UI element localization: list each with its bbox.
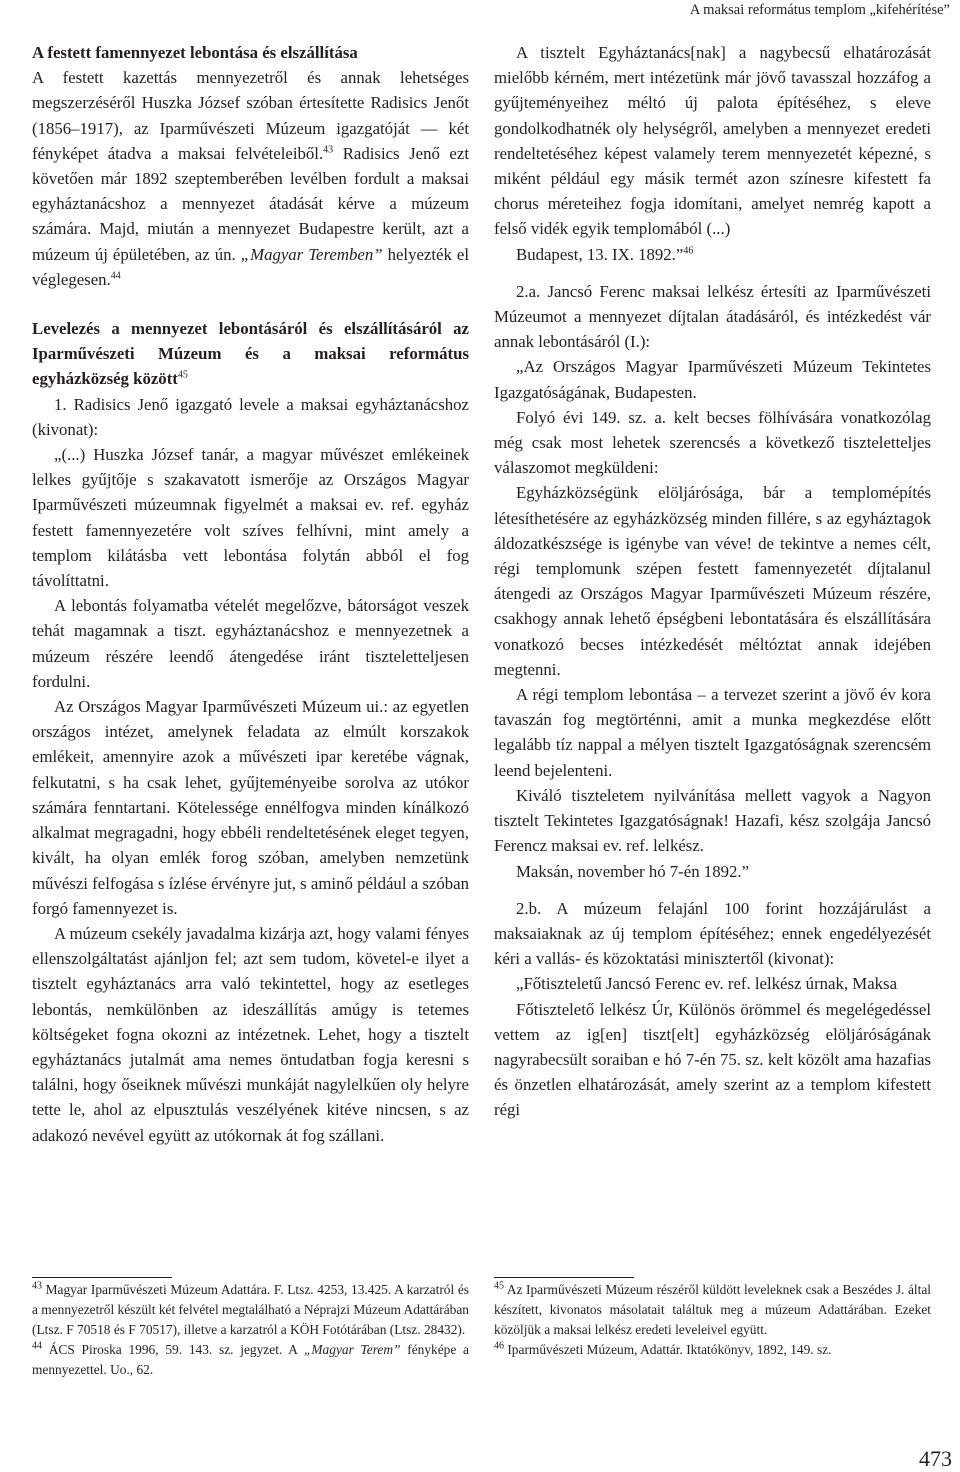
footnote-divider-right (494, 1277, 634, 1278)
letter-2a-para-2: Egyházközségünk elöljárósága, bár a templomépítés létesíthetésére az egyházközség minden fillére, s az egyháztagok áldozatkészsége is igénybe van véve! de tekintve a nemes célt, régi templomunk szépen festett famennyezetét díjtalanul átengedi az Országos Magyar Iparművészeti Múzeum részére, csakhogy annak lehető épségbeni lebontatására és elszállítására vonatkozó becses intézkedését méltóztat annak idejében megtenni. (494, 483, 931, 679)
letter-2a-heading: 2.a. Jancsó Ferenc maksai lelkész értesíti az Iparművészeti Múzeumot a mennyezet díjtalan átadásáról, és intézkedést vár annak lebontásáról (I.): (494, 281, 931, 352)
paragraph-intro (32, 65, 469, 292)
letter-2b-address: „Főtiszteletű Jancsó Ferenc ev. ref. lelkész úrnak, Maksa (516, 974, 898, 994)
section-title-correspondence (32, 316, 469, 392)
footnote-43-number: 43 (32, 1280, 42, 1292)
letter-1-date (494, 242, 931, 267)
letter-1-para-3: Az Országos Magyar Iparművészeti Múzeum ui.: az egyetlen országos intézet, amelynek feladata az elmúlt korszakok emlékeit, amennyire azok a művészeti ipar keretébe vágnak, felkutatni, s ha csak lehet, gyűjteményeibe sorolva az utókor számára fenntartani. Kötelessége ennélfogva minden kínálkozó alkalmat megragadni, hogy ebbéli rendeltetésének eleget tegyen, kivált, ha olyan emlék forog szóban, amelyben nemzetünk művészi felfogása s ízlése érvényre jut, s aminő például a szóban forgó famennyezet is. (32, 697, 469, 918)
paragraph-intro-part1: A festett kazettás mennyezetről és annak lehetséges megszerzéséről Huszka József szóban értesítette Radisics Jenőt (1856–1917), az Iparművészeti Múzeum igazgatóját — két fényképet átadva a maksai felvételeiből. (32, 68, 469, 163)
letter-2a-date: Maksán, november hó 7-én 1892.” (516, 861, 750, 881)
footnote-46-text: Iparművészeti Múzeum, Adattár. Iktatókönyv, 1892, 149. sz. (504, 1342, 832, 1357)
letter-1-para-4: A múzeum csekély javadalma kizárja azt, hogy valami fényes ellenszolgáltatást ajánljon fel; azt sem tudom, követel-e ilyet a tisztelt egyháztanács arra való tekintettel, hogy az esetleges lebontás, nemkülönben az ideszállítás amúgy is tetemes költségeket fogna okozni az intézetnek. Lehet, hogy a tisztelt egyháztanács jutalmát ama nemes öntudatban fogja keresni s találni, hogy őseiknek művészi munkáját nagylelkűen oly helyre tette le, ahol az elpusztulás veszélyének kitéve nincsen, s az adakozó nevével együtt az utókornak át fog szállani. (32, 923, 469, 1145)
footnote-46-number: 46 (494, 1340, 504, 1352)
paragraph-intro-italic: „Magyar Teremben” (240, 244, 383, 264)
right-column (494, 40, 931, 1123)
left-column (32, 40, 469, 1148)
page-number: 473 (919, 1446, 952, 1471)
footnote-45-number: 45 (494, 1280, 504, 1292)
letter-1-para-2: A lebontás folyamatba vételét megelőzve, bátorságot veszek tehát magamnak a tiszt. egyháztanácshoz e mennyezetnek a múzeum részére leendő átengedése iránt tiszteletteljesen fordulni. (32, 596, 469, 691)
paragraph-intro-part2: Radisics Jenő ezt követően már 1892 szeptemberében levélben fordult a maksai egyháztanácshoz a mennyezet átadását kérve a múzeum számára. Majd, miután a mennyezet Budapestre került, azt a múzeum új épületében, az ún. (32, 143, 469, 264)
footnote-44-text-a: ÁCS Piroska 1996, 59. 143. sz. jegyzet. A (42, 1342, 304, 1357)
footnote-44-number: 44 (32, 1340, 42, 1352)
footnote-ref-45[interactable]: 45 (177, 369, 188, 381)
footnote-44-italic: „Magyar Terem” (303, 1342, 401, 1357)
letter-1-para-1: „(...) Huszka József tanár, a magyar művészet emlékeinek lelkes gyűjtője s szakavatott ismerője az Országos Magyar Iparművészeti múzeumnak figyelmét a maksai ev. ref. egyház festett famennyezetére volt szíves felhívni, mint amely a templom kilátásba vett lebontása folytán abból el fog távolíttatni. (32, 445, 469, 591)
letter-2a-para-4: Kiváló tiszteletem nyilvánítása mellett vagyok a Nagyon tisztelt Tekintetes Igazgatóságnak! Hazafi, kész szolgája Jancsó Ferencz maksai ev. ref. lelkész. (494, 785, 931, 856)
letter-2b-heading: 2.b. A múzeum felajánl 100 forint hozzájárulást a maksaiaknak az új templom építéséhez; ennek engedélyezését kéri a vallás- és közoktatási minisztertől (kivonat): (494, 898, 931, 969)
footnote-46 (494, 1340, 931, 1360)
footnote-44-text-b: fényképe a mennyezettel. Uo., 62. (32, 1342, 469, 1377)
letter-1-para-5: A tisztelt Egyháztanács[nak] a nagybecsű elhatározását mielőbb kérném, mert intézetünk már jövő tavasszal hozzáfog a gyűjteményeihez méltó új palota építéséhez, s eleve gondolkodhatnék oly helységről, amelyben a mennyezet eredeti rendeltetéséhez képest valamely terem mennyezetét képezné, s miként például egy másik termét azon színesre kifestett fa chorus méreteihez fogja idomítani, amelyet nemrég kapott a felső vidék egyik templomából (...) (494, 43, 931, 239)
letter-1-heading: 1. Radisics Jenő igazgató levele a maksai egyháztanácshoz (kivonat): (32, 394, 469, 439)
footnotes-right (494, 1280, 931, 1360)
paragraph-intro-part3: helyezték el véglegesen. (32, 244, 470, 289)
section-title-correspondence-text: Levelezés a mennyezet lebontásáról és elszállításáról az Iparművészeti Múzeum és a maksai református egyházközség között (32, 319, 469, 389)
footnotes-left (32, 1280, 469, 1380)
footnote-ref-43[interactable]: 43 (323, 144, 334, 156)
footnote-44 (32, 1340, 469, 1380)
footnote-45 (494, 1280, 931, 1340)
running-head: A maksai református templom „kifehérítése” (689, 2, 950, 18)
footnote-45-text: Az Iparművészeti Múzeum részéről küldött leveleknek csak a Beszédes J. által készített, kivonatos másolatait találtuk meg a múzeum Adattárában. Ezeket közöljük a maksai lelkész eredeti leveleivel együtt. (494, 1282, 931, 1337)
letter-2a-address: „Az Országos Magyar Iparművészeti Múzeum Tekintetes Igazgatóságának, Budapesten. (494, 357, 931, 402)
letter-1-date-text: Budapest, 13. IX. 1892.” (516, 244, 684, 264)
letter-2a-para-3: A régi templom lebontása – a tervezet szerint a jövő év kora tavaszán fog megtörténni, amit a munka megkezdése előtt legalább tíz nappal a mélyen tisztelt Igazgatóságnak szerencsém leend bejelenteni. (494, 685, 931, 780)
footnote-43 (32, 1280, 469, 1340)
footnote-divider-left (32, 1277, 172, 1278)
footnote-43-text: Magyar Iparművészeti Múzeum Adattára. F. Ltsz. 4253, 13.425. A karzatról és a mennyezetről készült két felvétel megtalálható a Néprajzi Múzeum Adattárában (Ltsz. F 70518 és F 70517), illetve a karzatról a KÖH Fotótárában (Ltsz. 28432). (32, 1282, 469, 1337)
letter-2b-para-1: Főtisztelető lelkész Úr, Különös örömmel és megelégedéssel vettem az ig[en] tiszt[elt] egyházközség elöljáróságának nagyrabecsült soraiban e hó 7-én 75. sz. kelt közölt ama hazafias és önzetlen elhatározását, amely szerint az a templom kifestett régi (494, 999, 931, 1120)
section-title-removal: A festett famennyezet lebontása és elszállítása (32, 43, 358, 62)
footnote-ref-44[interactable]: 44 (110, 270, 121, 282)
letter-2a-para-1: Folyó évi 149. sz. a. kelt becses fölhívására vonatkozólag még csak most lehetek szerencsés a következő tiszteletteljes válaszomot megküldeni: (494, 407, 931, 478)
footnote-ref-46[interactable]: 46 (683, 245, 694, 257)
